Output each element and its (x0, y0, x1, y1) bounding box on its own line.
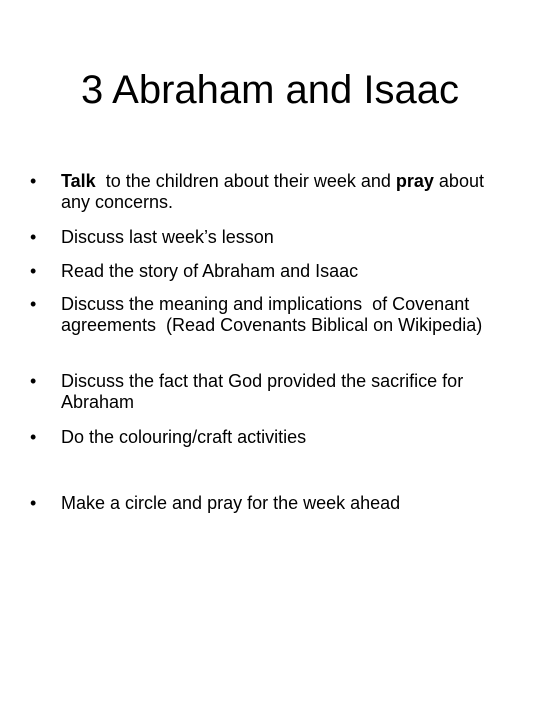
bullet-text-part: to the children about their week and (95, 171, 396, 191)
bullet-item-discuss-lesson (30, 227, 510, 248)
bullet-item-read-story (30, 261, 510, 282)
bullet-dot: • (30, 371, 37, 391)
bullet-text-part: about any concerns. (61, 171, 484, 212)
bullet-dot: • (30, 294, 37, 314)
bullet-text: Read the story of Abraham and Isaac (61, 261, 359, 281)
bullet-dot: • (30, 171, 37, 191)
bullet-dot: • (30, 427, 37, 447)
bullet-dot: • (30, 261, 37, 281)
bullet-dot: • (30, 227, 37, 247)
bullet-text: Make a circle and pray for the week ahead (61, 493, 401, 513)
bullet-item-circle-pray (30, 493, 510, 514)
bullet-text: Discuss the fact that God provided the sacrifice for Abraham (61, 371, 464, 412)
bullet-item-covenant (30, 294, 510, 336)
bullet-item-sacrifice (30, 371, 510, 413)
bullet-item-talk (30, 171, 510, 213)
slide-title: 3 Abraham and Isaac (80, 68, 460, 112)
bullet-emphasis-pray: pray (395, 171, 434, 191)
bullet-text: Discuss the meaning and implications of Covenant agreements (Read Covenants Biblical on Wikipedia) (61, 294, 483, 335)
bullet-text: Discuss last week’s lesson (61, 227, 274, 247)
bullet-text: Do the colouring/craft activities (61, 427, 307, 447)
bullet-dot: • (30, 493, 37, 513)
bullet-emphasis-talk: Talk (61, 171, 96, 191)
bullet-item-colouring (30, 427, 510, 448)
bullet-text (61, 171, 510, 213)
